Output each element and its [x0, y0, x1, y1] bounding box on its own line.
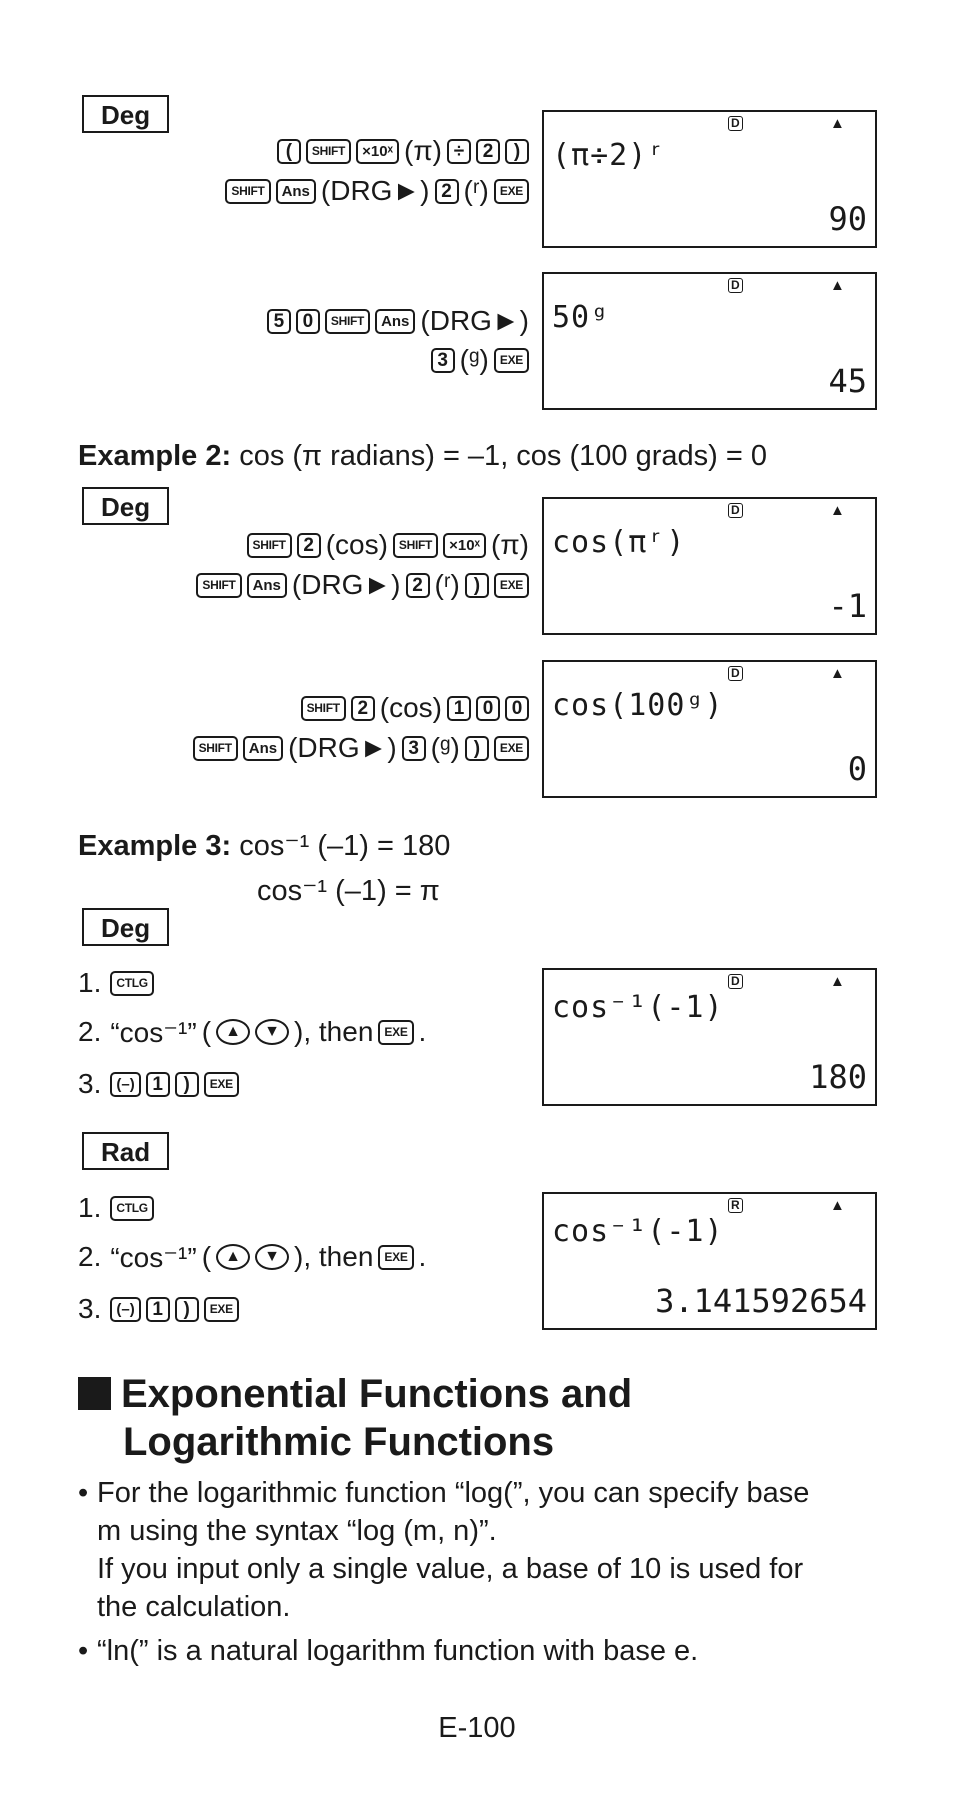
open-paren: (	[201, 1241, 212, 1272]
page-number: E-100	[438, 1712, 516, 1744]
deg-indicator: D	[728, 116, 743, 131]
ctlg-key: CTLG	[110, 971, 153, 996]
two-key: 2	[406, 573, 430, 598]
step-1-deg	[78, 965, 154, 1001]
rparen-key: )	[505, 139, 529, 164]
screen-result: 90	[828, 200, 867, 238]
lparen-key: (	[277, 139, 301, 164]
step-number: 2.	[78, 1241, 102, 1272]
key-sequence-1b	[225, 173, 529, 209]
key-sequence-3b	[196, 567, 529, 603]
one-key: 1	[447, 696, 471, 721]
step-1-rad	[78, 1190, 154, 1226]
negative-key: (–)	[110, 1297, 140, 1322]
key-sequence-3a	[247, 527, 529, 563]
heading-line-2: Logarithmic Functions	[123, 1420, 555, 1464]
screen-result: 180	[809, 1058, 867, 1096]
bullet-line: For the logarithmic function “log(”, you can specify base	[97, 1477, 810, 1509]
cos-inverse-label: “cos⁻¹”	[110, 1241, 197, 1273]
exe-key: EXE	[494, 348, 529, 373]
five-key: 5	[267, 309, 291, 334]
exe-key: EXE	[204, 1297, 239, 1322]
shift-key: SHIFT	[393, 533, 438, 558]
ans-key: Ans	[247, 573, 287, 598]
section-heading	[78, 1370, 632, 1466]
example-label: Example 2:	[78, 440, 232, 472]
bullet-line: the calculation.	[97, 1591, 291, 1623]
down-arrow-key-icon: ▼	[255, 1019, 289, 1045]
deg-indicator: D	[728, 503, 743, 518]
deg-indicator: D	[728, 666, 743, 681]
open-paren: (	[201, 1016, 212, 1047]
shift-key: SHIFT	[325, 309, 370, 334]
grad-label: (ᵍ)	[459, 344, 489, 375]
deg-indicator: D	[728, 974, 743, 989]
radian-label: (ʳ)	[463, 175, 489, 206]
pi-label: (π)	[404, 135, 442, 166]
zero-key: 0	[505, 696, 529, 721]
screen-result: 45	[828, 362, 867, 400]
mode-tag-deg: Deg	[82, 908, 169, 946]
example-3-line-2: cos⁻¹ (–1) = π	[257, 875, 440, 907]
example-3	[78, 828, 450, 863]
screen-result: 3.141592654	[655, 1282, 867, 1320]
step-3-deg	[78, 1066, 239, 1102]
divide-key: ÷	[447, 139, 471, 164]
deg-indicator: D	[728, 278, 743, 293]
shift-key: SHIFT	[193, 736, 238, 761]
radian-label: (ʳ)	[434, 569, 460, 600]
down-arrow-key-icon: ▼	[255, 1244, 289, 1270]
shift-key: SHIFT	[225, 179, 270, 204]
shift-key: SHIFT	[247, 533, 292, 558]
step-number: 3.	[78, 1293, 102, 1324]
then-label: ), then	[294, 1241, 374, 1272]
grad-label: (ᵍ)	[430, 732, 460, 763]
cos-label: (cos)	[379, 692, 442, 723]
lcd-screen-3	[542, 497, 877, 635]
step-number: 2.	[78, 1016, 102, 1047]
shift-key: SHIFT	[301, 696, 346, 721]
key-sequence-1a	[277, 133, 529, 169]
key-sequence-4a	[301, 690, 529, 726]
up-arrow-key-icon: ▲	[216, 1244, 250, 1270]
two-key: 2	[435, 179, 459, 204]
screen-result: 0	[847, 750, 867, 788]
lcd-screen-4	[542, 660, 877, 798]
shift-key: SHIFT	[196, 573, 241, 598]
two-key: 2	[297, 533, 321, 558]
exe-key: EXE	[494, 573, 529, 598]
three-key: 3	[402, 736, 426, 761]
bullet-line: If you input only a single value, a base of 10 is used for	[97, 1553, 804, 1585]
ctlg-key: CTLG	[110, 1196, 153, 1221]
mode-tag-deg: Deg	[82, 487, 169, 525]
step-number: 1.	[78, 1192, 102, 1223]
bullet-dot: •	[78, 1635, 89, 1667]
example-2	[78, 440, 767, 473]
exe-key: EXE	[204, 1072, 239, 1097]
x10x-key: ×10ˣ	[356, 139, 399, 164]
zero-key: 0	[296, 309, 320, 334]
key-sequence-2a	[267, 303, 529, 339]
drg-label: (DRG►)	[420, 305, 529, 336]
rparen-key: )	[465, 573, 489, 598]
period: .	[418, 1241, 427, 1272]
cos-label: (cos)	[325, 529, 388, 560]
heading-line-1: Exponential Functions and	[121, 1372, 633, 1416]
screen-result: -1	[828, 587, 867, 625]
screen-expression: 50ᵍ	[552, 300, 610, 335]
x10x-key: ×10ˣ	[443, 533, 486, 558]
step-number: 3.	[78, 1068, 102, 1099]
exe-key: EXE	[378, 1020, 413, 1045]
one-key: 1	[146, 1072, 170, 1097]
pi-label: (π)	[491, 529, 529, 560]
screen-expression: cos⁻¹(-1)	[552, 990, 724, 1025]
two-key: 2	[351, 696, 375, 721]
negative-key: (–)	[110, 1072, 140, 1097]
bullet-line: m using the syntax “log (m, n)”.	[97, 1515, 497, 1547]
then-label: ), then	[294, 1016, 374, 1047]
screen-expression: cos(πʳ)	[552, 525, 686, 560]
up-arrow-icon: ▲	[830, 1197, 845, 1214]
lcd-screen-5	[542, 968, 877, 1106]
mode-tag-rad: Rad	[82, 1132, 169, 1170]
lcd-screen-1	[542, 110, 877, 248]
bullet-dot: •	[78, 1477, 89, 1509]
exe-key: EXE	[494, 736, 529, 761]
step-2-rad	[78, 1239, 426, 1275]
ans-key: Ans	[276, 179, 316, 204]
two-key: 2	[476, 139, 500, 164]
cos-inverse-label: “cos⁻¹”	[110, 1016, 197, 1048]
up-arrow-icon: ▲	[830, 973, 845, 990]
rparen-key: )	[175, 1297, 199, 1322]
drg-label: (DRG►)	[291, 569, 401, 600]
one-key: 1	[146, 1297, 170, 1322]
step-2-deg	[78, 1014, 426, 1050]
step-3-rad	[78, 1291, 239, 1327]
ans-key: Ans	[375, 309, 415, 334]
up-arrow-icon: ▲	[830, 665, 845, 682]
key-sequence-4b	[193, 730, 529, 766]
screen-expression: cos⁻¹(-1)	[552, 1214, 724, 1249]
mode-tag-deg: Deg	[82, 95, 169, 133]
three-key: 3	[431, 348, 455, 373]
screen-expression: (π÷2)ʳ	[552, 138, 667, 173]
up-arrow-icon: ▲	[830, 502, 845, 519]
rparen-key: )	[465, 736, 489, 761]
step-number: 1.	[78, 967, 102, 998]
screen-expression: cos(100ᵍ)	[552, 688, 724, 723]
up-arrow-icon: ▲	[830, 277, 845, 294]
example-text: cos (π radians) = –1, cos (100 grads) = 0	[239, 440, 767, 472]
drg-label: (DRG►)	[320, 175, 430, 206]
period: .	[418, 1016, 427, 1047]
drg-label: (DRG►)	[288, 732, 397, 763]
up-arrow-icon: ▲	[830, 115, 845, 132]
ans-key: Ans	[243, 736, 283, 761]
rparen-key: )	[175, 1072, 199, 1097]
exe-key: EXE	[494, 179, 529, 204]
shift-key: SHIFT	[306, 139, 351, 164]
key-sequence-2b	[431, 342, 529, 378]
example-line-1: cos⁻¹ (–1) = 180	[239, 830, 451, 862]
lcd-screen-6	[542, 1192, 877, 1330]
zero-key: 0	[476, 696, 500, 721]
bullet-log	[78, 1474, 888, 1626]
example-label: Example 3:	[78, 830, 232, 862]
square-bullet-icon	[78, 1377, 111, 1410]
rad-indicator: R	[728, 1198, 743, 1213]
up-arrow-key-icon: ▲	[216, 1019, 250, 1045]
lcd-screen-2	[542, 272, 877, 410]
exe-key: EXE	[378, 1245, 413, 1270]
bullet-line: “ln(” is a natural logarithm function with base e.	[97, 1635, 699, 1667]
bullet-ln	[78, 1632, 888, 1670]
